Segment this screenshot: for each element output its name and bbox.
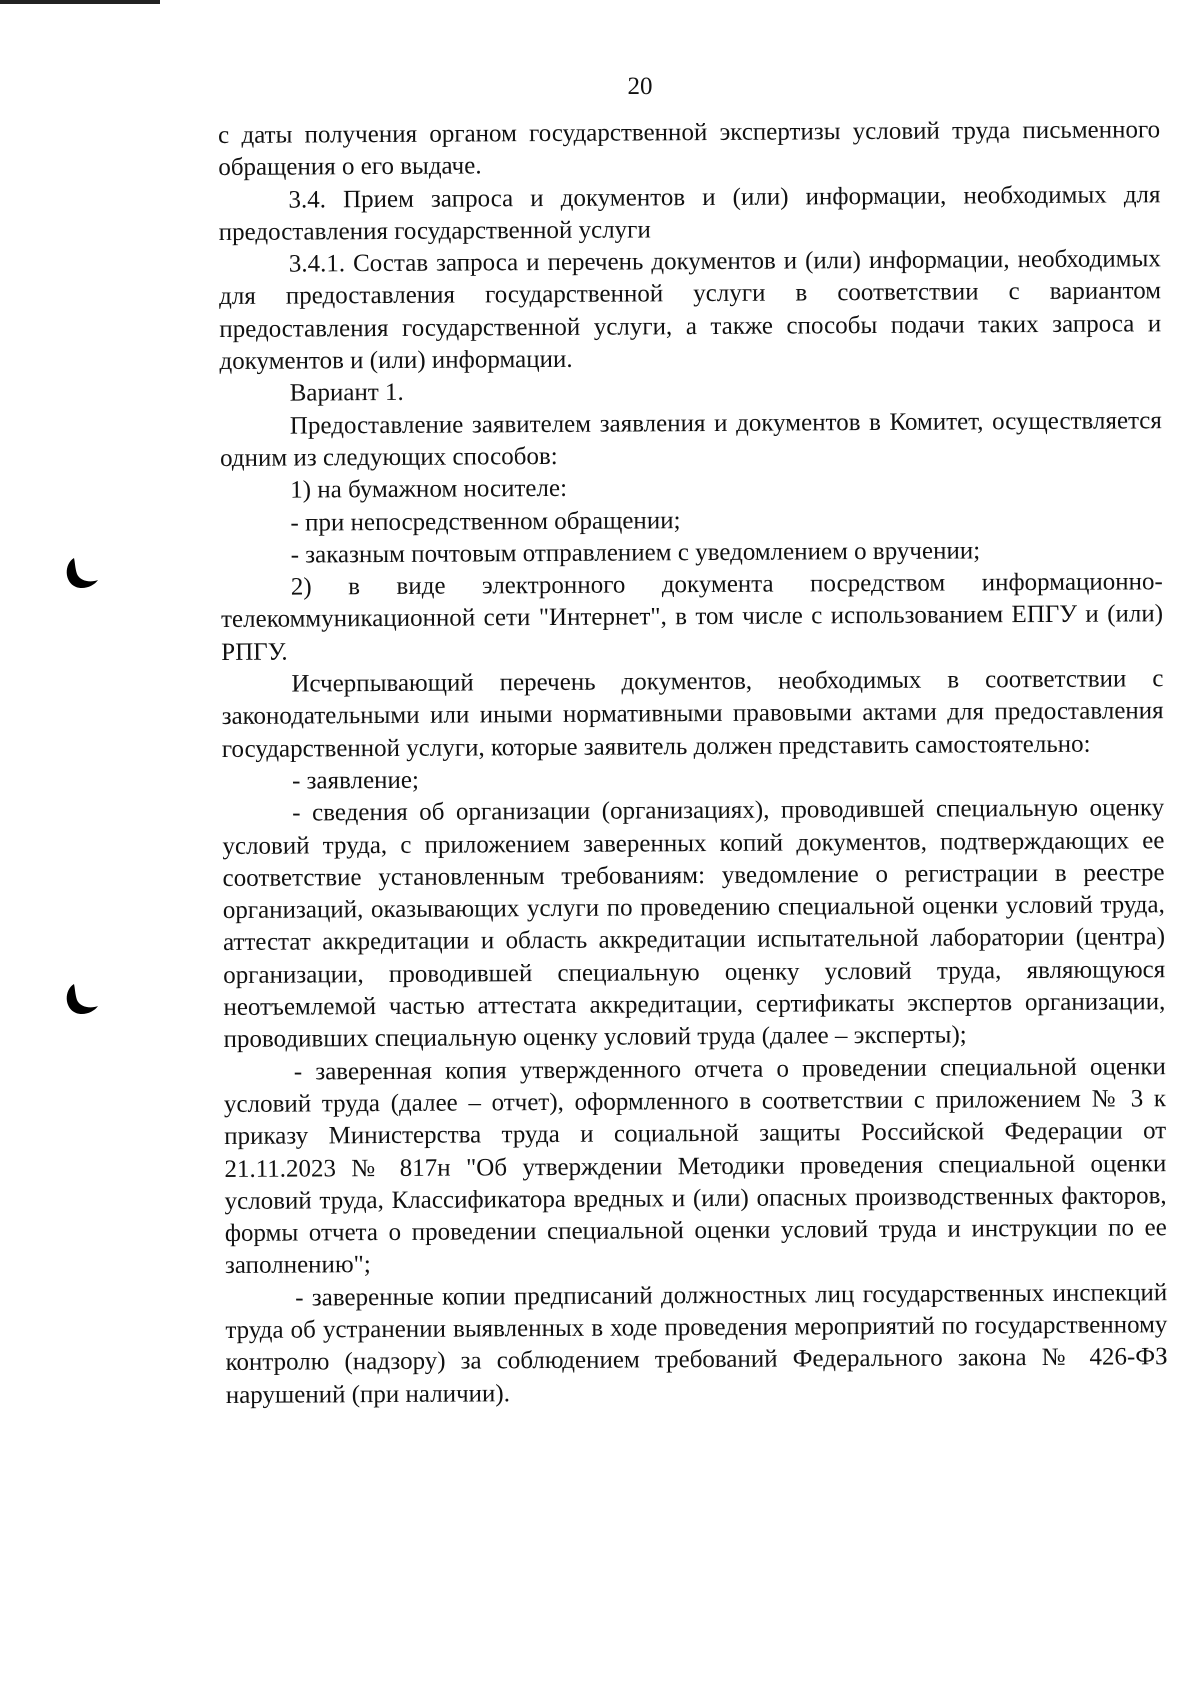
list-item: - заверенная копия утвержденного отчета о проведении специальной оценки условий труда (далее – отчет), оформленного в соответствии с приложением № 3 к приказу Министерства труда и социальной защиты Российской Федерации от 21.11.2023 № 817н "Об утверждении Методики проведения специальной оценки условий труда, Классификатора вредных и (или) опасных производственных факторов, формы отчета о проведении специальной оценки условий труда и инструкции по ее заполнению"; xyxy=(223,1052,1167,1280)
paragraph: 3.4. Прием запроса и документов и (или) информации, необходимых для предоставления государственной услуги xyxy=(218,180,1161,246)
punch-hole-mark-icon xyxy=(60,556,100,590)
list-item: - при непосредственном обращении; xyxy=(290,506,681,537)
list-item: - заказным почтовым отправлением с уведомлением о вручении; xyxy=(290,537,981,569)
paragraph: Исчерпывающий перечень документов, необходимых в соответствии с законодательными или иными нормативными правовыми актами для предоставления государственной услуги, которые заявитель должен представить самостоятельно: xyxy=(221,665,1164,763)
paragraph: Предоставление заявителем заявления и документов в Комитет, осуществляется одним из следующих способов: xyxy=(219,406,1162,472)
page-number: 20 xyxy=(627,73,653,100)
list-item: - заявление; xyxy=(291,766,420,795)
list-item: 2) в виде электронного документа посредством информационно-телекоммуникационной сети "Интернет", в том числе с использованием ЕПГУ и (или) РПГУ. xyxy=(220,568,1164,666)
list-item: - заверенные копии предписаний должностных лиц государственных инспекций труда об устранении выявленных в ходе проведения мероприятий по государственному контролю (надзору) за соблюдением требований Федерального закона № 426-ФЗ нарушений (при наличии). xyxy=(225,1278,1168,1409)
paragraph: с даты получения органом государственной экспертизы условий труда письменного обращения о его выдаче. xyxy=(218,116,1161,182)
paragraph: 3.4.1. Состав запроса и перечень документов и (или) информации, необходимых для предоставления государственной услуги в соответствии с вариантом предоставления государственной услуги, а также способы подачи таких запроса и документов и (или) информации. xyxy=(218,245,1162,376)
top-edge-rule xyxy=(0,0,160,4)
list-item: - сведения об организации (организациях), проводившей специальную оценку условий труда, с приложением заверенных копий документов, подтверждающих ее соответствие установленным требованиям: уведомление о регистрации в реестре организаций, оказывающих услуги по проведению специальной оценки условий труда, аттестат аккредитации и область аккредитации испытательной лаборатории (центра) организации, проводившей специальную оценку условий труда, являющуюся неотъемлемой частью аттестата аккредитации, сертификаты экспертов организации, проводивших специальную оценку условий труда (далее – эксперты); xyxy=(222,794,1166,1054)
punch-hole-mark-icon xyxy=(60,982,100,1016)
paragraph: Вариант 1. xyxy=(289,379,404,407)
document-body xyxy=(218,114,1168,1412)
list-item: 1) на бумажном носителе: xyxy=(290,475,568,504)
